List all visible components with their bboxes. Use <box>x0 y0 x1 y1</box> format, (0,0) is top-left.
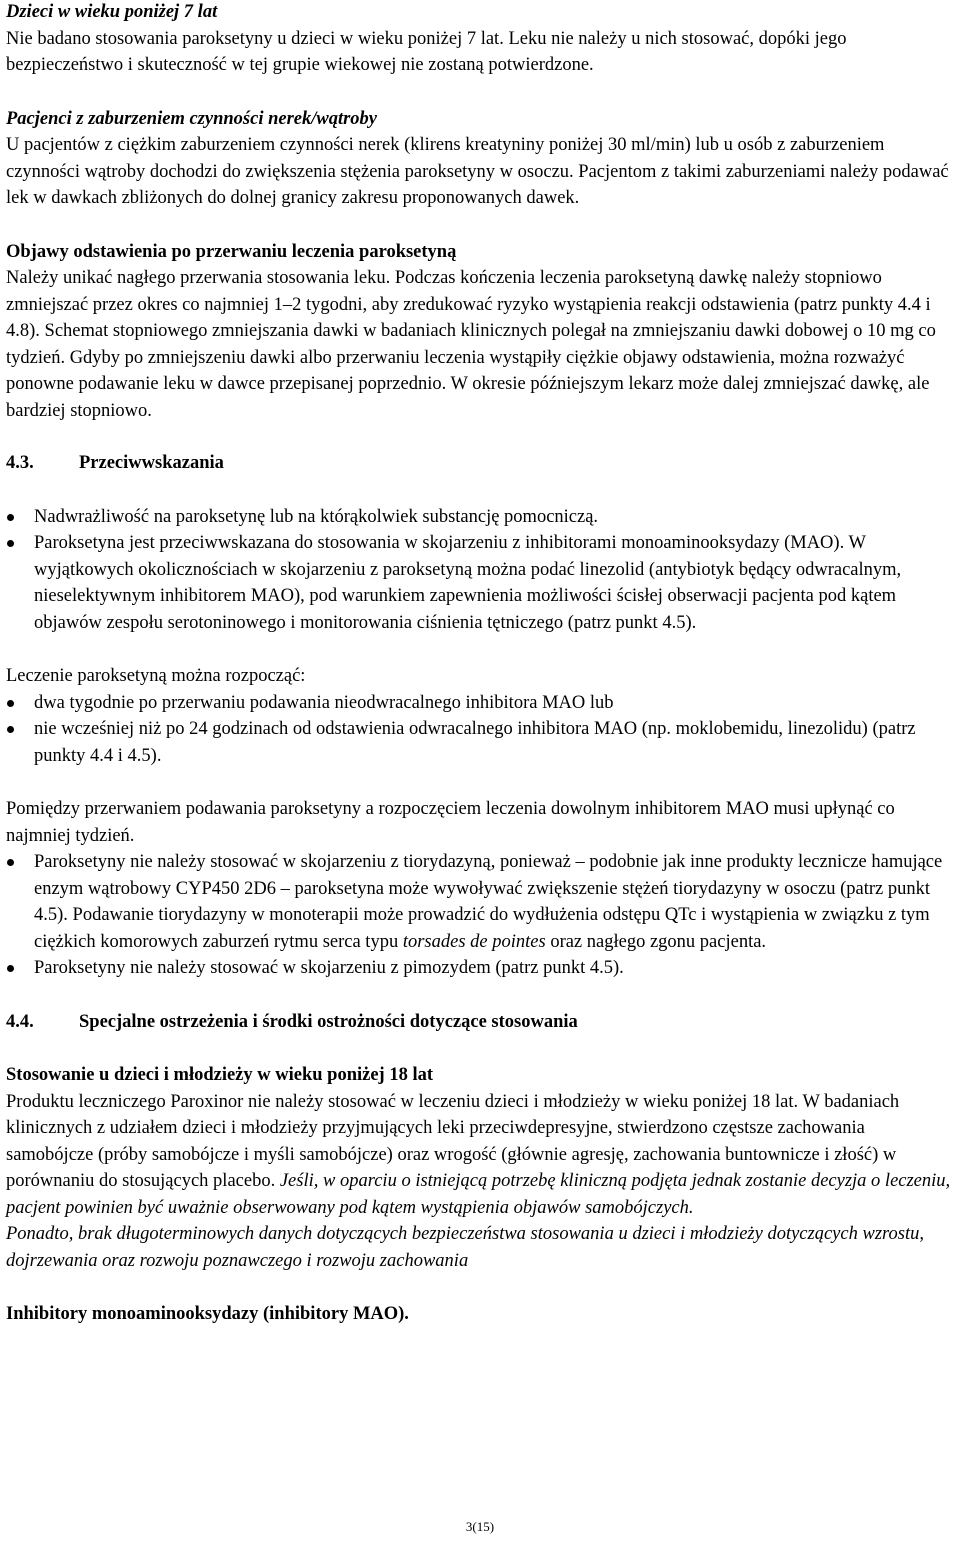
youth-text-body: Produktu leczniczego Paroxinor nie należy stosować w leczeniu dzieci i młodzieży w wieku poniżej 18 lat. W badaniach klinicznych z udziałem dzieci i młodzieży przyjmujących leki przeciwdepresyjne, stwierdzono częstsze zachowania samobójcze (próby samobójcze i myśli samobójcze) oraz wrogość (głównie agresję, zachowania buntownicze i złość) w porównaniu do stosujących placebo. <box>6 1091 900 1191</box>
section-4-3-number: 4.3. <box>6 453 34 473</box>
section-4-4-heading <box>6 1009 956 1036</box>
list-item: Nadwrażliwość na paroksetynę lub na którąkolwiek substancję pomocniczą. <box>6 504 956 531</box>
list-item <box>6 849 956 955</box>
list-item: nie wcześniej niż po 24 godzinach od odstawienia odwracalnego inhibitora MAO (np. moklobemidu, linezolidu) (patrz punkty 4.4 i 4.5). <box>6 716 956 769</box>
renal-text: U pacjentów z ciężkim zaburzeniem czynności nerek (klirens kreatyniny poniżej 30 ml/min) lub u osób z zaburzeniem czynności wątroby dochodzi do zwiększenia stężenia paroksetyny w osoczu. Pacjentom z takimi zaburzeniami należy podawać lek w dawkach zbliżonych do dolnej granicy zakresu proponowanych dawek. <box>6 135 949 208</box>
contraindications-list <box>6 504 956 637</box>
thioridazine-text-part2: oraz nagłego zgonu pacjenta. <box>545 931 767 952</box>
list-item: dwa tygodnie po przerwaniu podawania nieodwracalnego inhibitora MAO lub <box>6 690 956 717</box>
renal-heading: Pacjenci z zaburzeniem czynności nerek/wątroby <box>6 108 378 129</box>
youth-heading: Stosowanie u dzieci i młodzieży w wieku poniżej 18 lat <box>6 1065 434 1085</box>
section-4-3-heading <box>6 450 956 477</box>
section-4-4-title: Specjalne ostrzeżenia i środki ostrożności dotyczące stosowania <box>79 1011 578 1032</box>
between-text: Pomiędzy przerwaniem podawania paroksetyny a rozpoczęciem leczenia dowolnym inhibitorem MAO musi upłynąć co najmniej tydzień. <box>6 799 895 846</box>
children-heading: Dzieci w wieku poniżej 7 lat <box>6 2 218 22</box>
children-text: Nie badano stosowania paroksetyny u dzieci w wieku poniżej 7 lat. Leku nie należy u nich stosować, dopóki jego bezpieczeństwo i skuteczność w tej grupie wiekowej nie zostaną potwierdzone. <box>6 28 847 75</box>
youth-text <box>6 1089 956 1195</box>
start-intro: Leczenie paroksetyną można rozpocząć: <box>6 666 306 686</box>
mao-heading: Inhibitory monoaminooksydazy (inhibitory MAO). <box>6 1304 409 1324</box>
youth-italic-1: Jeśli, w oparciu o istniejącą potrzebę kliniczną podjęta jednak zostanie decyzja o leczeniu, <box>279 1171 951 1191</box>
page-number: 3(15) <box>465 1519 495 1534</box>
interaction-list <box>6 849 956 982</box>
withdrawal-heading: Objawy odstawienia po przerwaniu leczenia paroksetyną <box>6 241 457 262</box>
youth-italic-2: pacjent powinien być uważnie obserwowany pod kątem wystąpienia objawów samobójczych. <box>6 1197 694 1218</box>
thioridazine-text-part1: Paroksetyny nie należy stosować w skojarzeniu z tiorydazyną, ponieważ – podobnie jak inne produkty lecznicze hamujące enzym wątrobowy CYP450 2D6 – paroksetyna może wywoływać zwiększenie stężeń tiorydazyny w osoczu (patrz punkt 4.5). Podawanie tiorydazyny w monoterapii może prowadzić do wydłużenia odstępu QTc i wystąpienia w związku z tym ciężkich komorowych zaburzeń rytmu serca typu <box>34 852 943 952</box>
list-item: Paroksetyna jest przeciwwskazana do stosowania w skojarzeniu z inhibitorami monoaminooksydazy (MAO). W wyjątkowych okolicznościach w skojarzeniu z paroksetyną można podać linezolid (antybiotyk będący odwracalnym, nieselektywnym inhibitorem MAO), pod warunkiem zapewnienia możliwości ścisłej obserwacji pacjenta pod kątem objawów zespołu serotoninowego i monitorowania ciśnienia tętniczego (patrz punkt 4.5). <box>6 530 956 636</box>
list-item: Paroksetyny nie należy stosować w skojarzeniu z pimozydem (patrz punkt 4.5). <box>6 955 956 982</box>
start-conditions-list <box>6 690 956 770</box>
youth-italic-3: Ponadto, brak długoterminowych danych dotyczących bezpieczeństwa stosowania u dzieci i młodzieży dotyczących wzrostu, dojrzewania oraz rozwoju poznawczego i rozwoju zachowania <box>6 1224 924 1271</box>
document-page <box>6 0 956 1328</box>
thioridazine-italic: torsades de pointes <box>402 931 546 952</box>
withdrawal-text: Należy unikać nagłego przerwania stosowania leku. Podczas kończenia leczenia paroksetyną dawkę należy stopniowo zmniejszać przez okres co najmniej 1–2 tygodni, aby zredukować ryzyko wystąpienia reakcji odstawienia (patrz punkty 4.4 i 4.8). Schemat stopniowego zmniejszania dawki w badaniach klinicznych polegał na zmniejszaniu dawki dobowej o 10 mg co tydzień. Gdyby po zmniejszeniu dawki albo przerwaniu leczenia wystąpiły ciężkie objawy odstawienia, można rozważyć ponowne podawanie leku w dawce przepisanej poprzednio. W okresie późniejszym lekarz może dalej zmniejszać dawkę, ale bardziej stopniowo. <box>6 268 936 421</box>
section-4-3-title: Przeciwwskazania <box>79 453 224 473</box>
section-4-4-number: 4.4. <box>6 1011 34 1032</box>
